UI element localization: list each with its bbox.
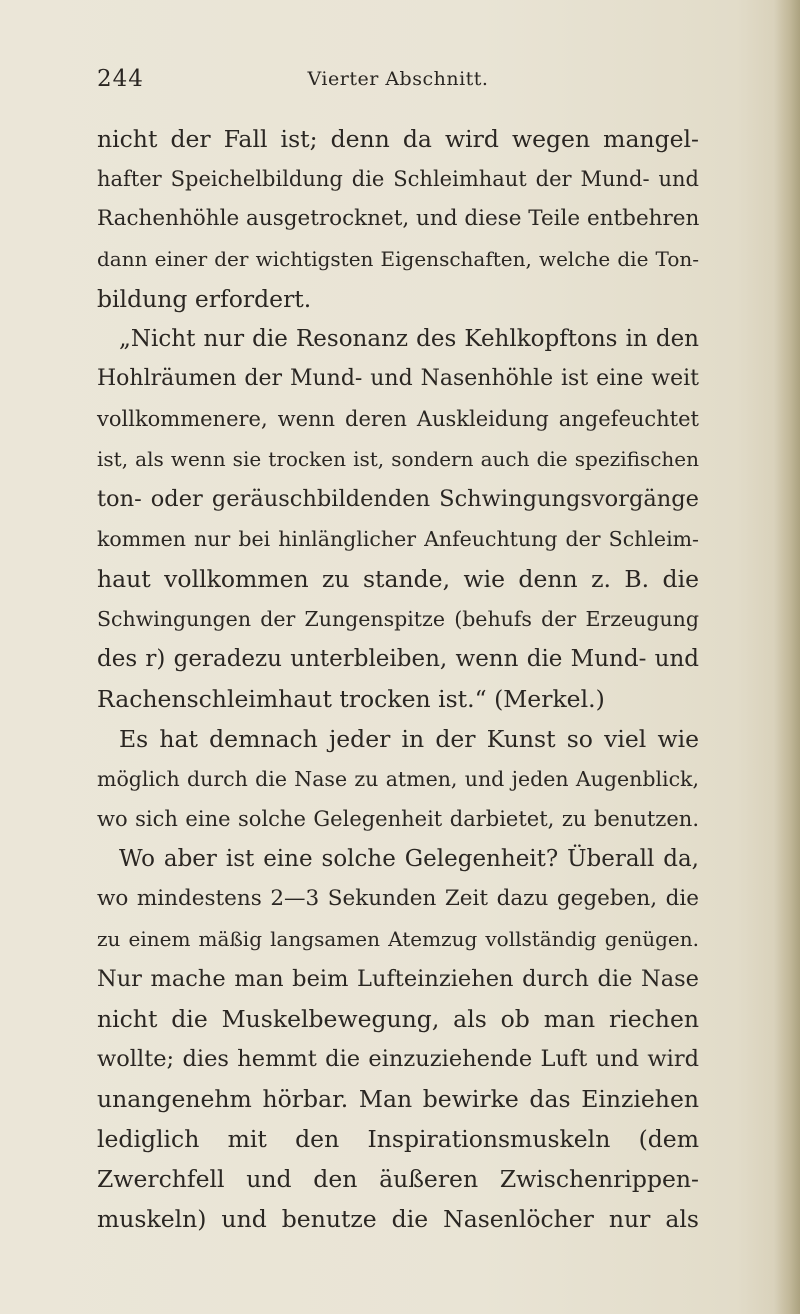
text-line: Schwingungen der Zungenspitze (behufs der Erzeugung (97, 607, 699, 631)
text-line: wollte; dies hemmt die einzuziehende Luft und wird (97, 1046, 699, 1072)
text-line: Rachenhöhle ausgetrocknet, und diese Teile entbehren (97, 206, 700, 231)
text-line: nicht der Fall ist; denn da wird wegen mangel- (97, 125, 699, 153)
text-line: Rachenschleimhaut trocken ist.“ (Merkel.) (97, 685, 605, 713)
text-line: nicht die Muskelbewegung, als ob man riechen (97, 1005, 699, 1033)
text-line: dann einer der wichtigsten Eigenschaften, welche die Ton- (97, 247, 699, 271)
text-line: muskeln) und benutze die Nasenlöcher nur als (97, 1205, 699, 1233)
text-line: Zwerchfell und den äußeren Zwischenrippen- (97, 1165, 699, 1193)
text-line: wo sich eine solche Gelegenheit darbietet, zu benutzen. (97, 807, 699, 831)
text-line: lediglich mit den Inspirationsmuskeln (dem (97, 1125, 699, 1153)
text-line: haut vollkommen zu stande, wie denn z. B. die (97, 565, 699, 593)
text-line: des r) geradezu unterbleiben, wenn die Mund- und (97, 646, 699, 672)
text-line: wo mindestens 2—3 Sekunden Zeit dazu gegeben, die (97, 886, 699, 911)
text-line: bildung erfordert. (97, 285, 312, 313)
running-head (97, 66, 699, 102)
body-text (97, 119, 699, 1239)
text-line: vollkommenere, wenn deren Auskleidung angefeuchtet (97, 407, 699, 431)
text-line: „Nicht nur die Resonanz des Kehlkopftons in den (119, 326, 699, 352)
text-line: Wo aber ist eine solche Gelegenheit? Überall da, (119, 846, 699, 872)
text-line: Es hat demnach jeder in der Kunst so viel wie (119, 725, 699, 753)
page-edge-shadow (774, 0, 800, 1314)
text-line: zu einem mäßig langsamen Atemzug vollständig genügen. (97, 927, 699, 951)
text-line: unangenehm hörbar. Man bewirke das Einziehen (97, 1085, 699, 1113)
text-line: Nur mache man beim Lufteinziehen durch die Nase (97, 966, 699, 992)
page-number: 244 (97, 66, 144, 92)
text-line: ton- oder geräuschbildenden Schwingungsvorgänge (97, 486, 699, 512)
text-line: ist, als wenn sie trocken ist, sondern auch die spezifischen (97, 447, 699, 471)
section-title: Vierter Abschnitt. (307, 68, 489, 90)
text-line: kommen nur bei hinlänglicher Anfeuchtung der Schleim- (97, 527, 699, 551)
text-line: Hohlräumen der Mund- und Nasenhöhle ist eine weit (97, 366, 699, 391)
text-line: hafter Speichelbildung die Schleimhaut der Mund- und (97, 167, 699, 191)
text-line: möglich durch die Nase zu atmen, und jeden Augenblick, (97, 767, 699, 791)
